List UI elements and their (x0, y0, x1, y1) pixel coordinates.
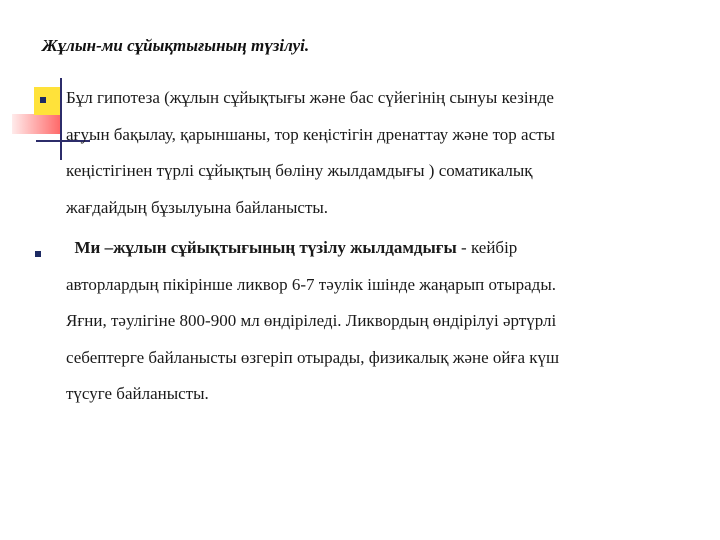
paragraph-line: кеңістігінен түрлі сұйықтың бөліну жылдамдығы ) соматикалық (66, 161, 533, 180)
bold-lead-text: Ми –жұлын сұйықтығының түзілу жылдамдығы (74, 238, 457, 257)
decorative-red-block (12, 114, 60, 134)
paragraph-line: Яғни, тәулігіне 800-900 мл өндіріледі. Ликвордың өндірілуі әртүрлі (66, 311, 557, 330)
paragraph-line: себептерге байланысты өзгеріп отырады, физикалық және ойға күш (66, 347, 560, 367)
slide-title: Жұлын-ми сұйықтығының түзілуі. (42, 36, 310, 55)
bullet-icon (35, 251, 41, 257)
lead-rest-text: - кейбір (456, 238, 518, 257)
paragraph-line: түсуге байланысты. (66, 384, 209, 403)
paragraph-1 (66, 80, 706, 226)
paragraph-line: ағуын бақылау, қарыншаны, тор кеңістігін дренаттау және тор асты (66, 124, 555, 144)
bullet-icon (40, 97, 46, 103)
decorative-yellow-block (34, 87, 62, 115)
decorative-vertical-line (60, 78, 62, 160)
paragraph-line: Бұл гипотеза (жұлын сұйықтығы және бас сүйегінің сынуы кезінде (66, 88, 554, 107)
paragraph-lead-line (66, 230, 706, 267)
paragraph-line: авторлардың пікірінше ликвор 6-7 тәулік ішінде жаңарып отырады. (66, 274, 556, 294)
paragraph-2 (66, 230, 706, 413)
paragraph-line: жағдайдың бұзылуына байланысты. (66, 197, 329, 217)
